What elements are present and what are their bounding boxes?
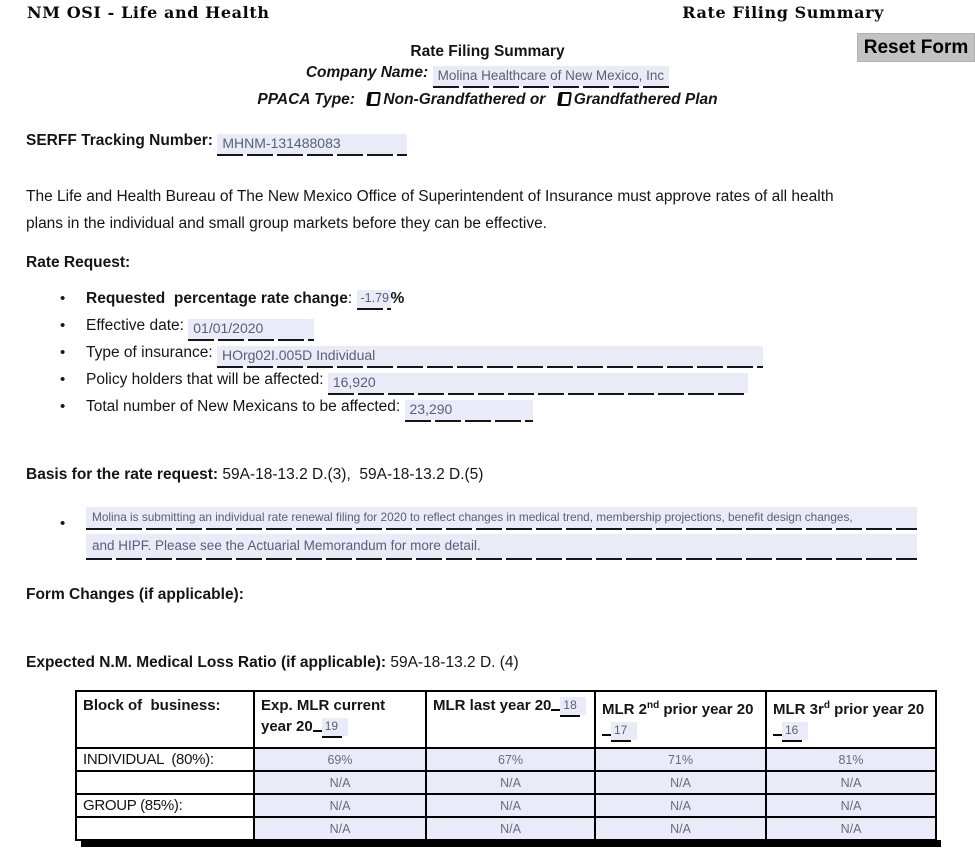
ppaca-type-label: PPACA Type:: [257, 91, 355, 108]
underscore-line: [313, 730, 322, 732]
table-row: [76, 748, 936, 771]
policy-holders-label: Policy holders that will be affected:: [86, 371, 328, 388]
mlr-value-cell[interactable]: 71%: [595, 748, 766, 771]
mlr-value-cell[interactable]: N/A: [254, 817, 426, 840]
ordinal-superscript: d: [823, 700, 830, 711]
total-affected-field[interactable]: 23,290: [405, 400, 533, 420]
intro-paragraph: The Life and Health Bureau of The New Mexico Office of Superintendent of Insurance must approve rates of all health plans in the individual and small group markets before they can be effective.: [26, 188, 834, 232]
basis-note-field-line2[interactable]: and HIPF. Please see the Actuarial Memorandum for more detail.: [86, 534, 917, 558]
header-label: MLR last year 20: [433, 697, 552, 714]
table-header-row: [76, 691, 936, 748]
basis-note-block: [26, 507, 949, 558]
rate-change-field[interactable]: -1.79: [357, 290, 391, 308]
mlr-table: [75, 690, 937, 841]
mlr-value-cell[interactable]: N/A: [254, 794, 426, 817]
mlr-value-cell[interactable]: N/A: [766, 817, 936, 840]
mlr-value-cell[interactable]: 81%: [766, 748, 936, 771]
year-field-3rd-prior[interactable]: 16: [782, 722, 808, 740]
company-name-label: Company Name:: [305, 64, 429, 81]
header-block-of-business: [76, 691, 254, 748]
rate-request-heading: Rate Request:: [26, 254, 131, 271]
header-label: MLR 3r: [773, 701, 824, 718]
year-field-2nd-prior[interactable]: 17: [611, 722, 637, 740]
year-field-last[interactable]: 18: [560, 697, 586, 715]
mlr-value-cell[interactable]: 69%: [254, 748, 426, 771]
header-mlr-3rd-prior: [766, 691, 936, 748]
percent-suffix: %: [390, 290, 405, 307]
mlr-row-label: GROUP (85%):: [76, 794, 254, 817]
basis-row: [26, 465, 949, 485]
company-name-field[interactable]: Molina Healthcare of New Mexico, Inc: [433, 66, 670, 86]
serff-row: [26, 130, 949, 154]
mlr-row-label: [76, 771, 254, 794]
mlr-value-cell[interactable]: N/A: [595, 771, 766, 794]
expected-mlr-value: 59A-18-13.2 D. (4): [386, 654, 519, 671]
checkbox-grandfathered-icon[interactable]: [557, 92, 572, 106]
effective-date-field[interactable]: 01/01/2020: [188, 319, 314, 339]
header-exp-mlr-current: [254, 691, 426, 748]
underscore-line: [602, 734, 611, 736]
list-item: [26, 285, 949, 312]
underscore-line: [551, 709, 560, 711]
expected-mlr-label: Expected N.M. Medical Loss Ratio (if applicable):: [26, 654, 387, 671]
basis-value: 59A-18-13.2 D.(3), 59A-18-13.2 D.(5): [218, 466, 484, 483]
serff-field[interactable]: MHNM-131488083: [217, 134, 407, 154]
table-row: [76, 817, 936, 840]
header-label: Exp. MLR current year 20: [261, 697, 386, 735]
company-name-row: [26, 63, 949, 86]
ppaca-option-non-grandfathered: Non-Grandfathered or: [383, 91, 546, 108]
mlr-row-label: INDIVIDUAL (80%):: [76, 748, 254, 771]
serff-label: SERFF Tracking Number:: [26, 132, 213, 149]
expected-mlr-row: [26, 653, 949, 672]
header-label: MLR 2: [602, 701, 647, 718]
list-item: [26, 366, 949, 393]
effective-date-label: Effective date:: [86, 317, 189, 334]
table-row: [76, 794, 936, 817]
mlr-value-cell[interactable]: N/A: [595, 794, 766, 817]
form-body: [26, 0, 949, 847]
mlr-value-cell[interactable]: N/A: [426, 794, 595, 817]
insurance-type-label: Type of insurance:: [86, 344, 217, 361]
rate-change-separator: :: [347, 290, 357, 307]
form-changes-label: Form Changes (if applicable):: [26, 586, 244, 603]
basis-note-field-line1[interactable]: • Molina is submitting an individual rate renewal filing for 2020 to reflect changes in medical trend, membership projections, benefit design changes,: [86, 507, 917, 528]
mlr-value-cell[interactable]: N/A: [254, 771, 426, 794]
table-row: [76, 771, 936, 794]
ppaca-option-grandfathered: Grandfathered Plan: [573, 91, 718, 108]
ordinal-superscript: nd: [647, 700, 660, 711]
table-bottom-shadow: [81, 840, 941, 847]
mlr-value-cell[interactable]: N/A: [766, 771, 936, 794]
list-item: [26, 312, 949, 339]
rate-request-list: [26, 285, 949, 420]
form-title: Rate Filing Summary: [410, 43, 565, 60]
mlr-value-cell[interactable]: N/A: [766, 794, 936, 817]
mlr-value-cell[interactable]: N/A: [426, 817, 595, 840]
checkbox-non-grandfathered-icon[interactable]: [366, 92, 381, 106]
underscore-line: [773, 734, 782, 736]
header-label: Block of business:: [83, 697, 221, 714]
header-mlr-last-year: [426, 691, 595, 748]
page-header-left: NM OSI - Life and Health: [27, 3, 270, 22]
reset-form-button[interactable]: Reset Form: [857, 33, 975, 62]
total-affected-label: Total number of New Mexicans to be affected:: [86, 398, 405, 415]
year-field-current[interactable]: 19: [322, 718, 348, 736]
mlr-value-cell[interactable]: 67%: [426, 748, 595, 771]
header-label: prior year 20: [659, 701, 754, 718]
rate-change-label: Requested percentage rate change: [86, 290, 348, 307]
list-item: [26, 393, 949, 420]
insurance-type-field[interactable]: HOrg02I.005D Individual: [217, 346, 763, 366]
header-mlr-2nd-prior: [595, 691, 766, 748]
mlr-value-cell[interactable]: N/A: [595, 817, 766, 840]
header-label: prior year 20: [829, 701, 925, 718]
mlr-row-label: [76, 817, 254, 840]
ppaca-type-row: [26, 90, 949, 110]
list-item: [26, 339, 949, 366]
policy-holders-field[interactable]: 16,920: [328, 373, 748, 393]
basis-label: Basis for the rate request:: [26, 466, 219, 483]
mlr-value-cell[interactable]: N/A: [426, 771, 595, 794]
page-header-right: Rate Filing Summary: [682, 3, 884, 22]
